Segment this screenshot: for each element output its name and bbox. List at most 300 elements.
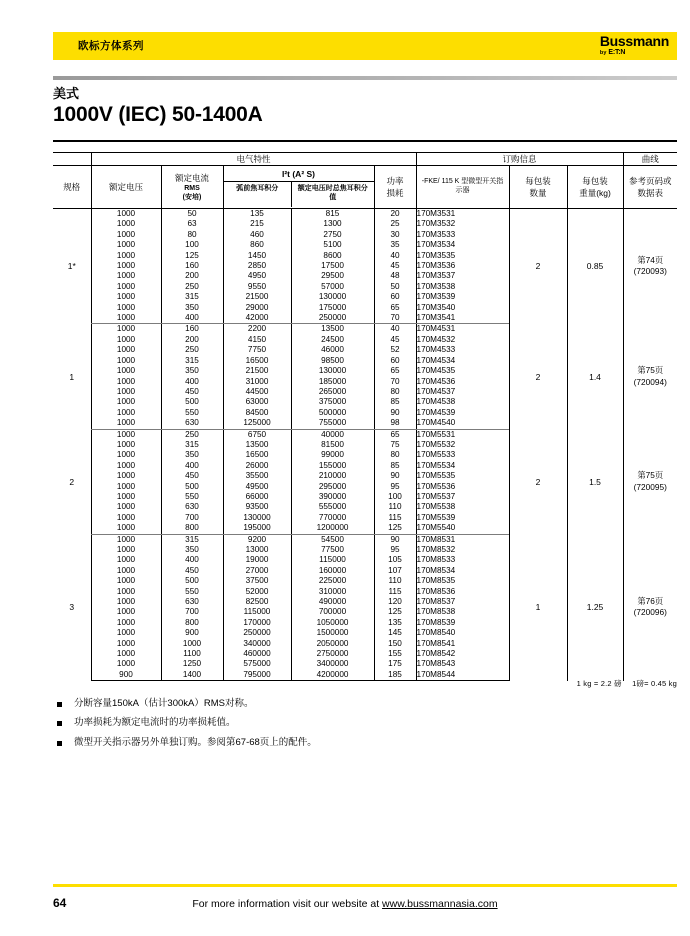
header-divider [53,76,677,80]
table-row [53,534,677,545]
cell-part-number: 170M5538 [416,502,509,512]
rated-current-unit: (安培) [182,194,202,201]
footnote-item [57,737,657,749]
cell-i2t-pre-arc: 575000 [223,659,291,669]
cell-power-loss: 90 [374,408,416,418]
curve-code: (720093) [633,266,667,277]
header-electrical-characteristics: 电气特性 [91,153,416,166]
cell-rated-current: 630 [161,597,223,607]
cell-rated-voltage: 1000 [91,440,161,450]
cell-rated-current: 350 [161,450,223,460]
cell-rated-voltage: 1000 [91,429,161,440]
cell-power-loss: 35 [374,240,416,250]
cell-rated-current: 900 [161,628,223,638]
cell-power-loss: 70 [374,377,416,387]
square-bullet-icon [57,741,62,746]
footer-divider [53,884,677,887]
cell-i2t-total: 81500 [291,440,374,450]
col-header-i2t-group [223,166,374,209]
cell-rated-voltage: 1000 [91,597,161,607]
cell-rated-current: 160 [161,324,223,335]
cell-part-number: 170M4539 [416,408,509,418]
header-curves: 曲线 [623,153,677,166]
cell-rated-current: 350 [161,366,223,376]
cell-part-number: 170M8541 [416,639,509,649]
cell-i2t-total: 265000 [291,387,374,397]
cell-rated-current: 550 [161,408,223,418]
header-ordering-information: 订购信息 [416,153,623,166]
cell-i2t-pre-arc: 19000 [223,555,291,565]
cell-pack-quantity: 2 [509,429,567,534]
cell-size-group: 1 [69,371,75,382]
cell-i2t-total: 185000 [291,377,374,387]
cell-pack-weight: 1.25 [567,534,623,681]
cell-i2t-pre-arc: 35500 [223,471,291,481]
cell-rated-voltage: 1000 [91,555,161,565]
cell-i2t-total: 54500 [291,534,374,545]
cell-rated-voltage: 1000 [91,587,161,597]
cell-rated-current: 1250 [161,659,223,669]
cell-rated-current: 315 [161,440,223,450]
cell-power-loss: 185 [374,670,416,681]
cell-pack-quantity: 1 [509,534,567,681]
pack-qty-line1: 每包装 [525,176,551,186]
cell-rated-voltage: 1000 [91,523,161,534]
cell-rated-current: 630 [161,502,223,512]
cell-rated-current: 400 [161,377,223,387]
cell-i2t-total: 155000 [291,461,374,471]
cell-i2t-pre-arc: 13000 [223,545,291,555]
cell-i2t-total: 1300 [291,219,374,229]
cell-rated-voltage: 1000 [91,639,161,649]
cell-i2t-pre-arc: 460000 [223,649,291,659]
cell-power-loss: 98 [374,418,416,429]
cell-rated-current: 500 [161,397,223,407]
cell-part-number: 170M4534 [416,356,509,366]
cell-rated-voltage: 1000 [91,492,161,502]
table-row [53,324,677,335]
cell-i2t-pre-arc: 9200 [223,534,291,545]
cell-power-loss: 50 [374,282,416,292]
cell-i2t-total: 755000 [291,418,374,429]
kg-to-lb: 1 kg = 2.2 磅 [576,679,622,688]
cell-power-loss: 155 [374,649,416,659]
cell-i2t-total: 770000 [291,513,374,523]
cell-i2t-pre-arc: 52000 [223,587,291,597]
cell-power-loss: 52 [374,345,416,355]
cell-power-loss: 60 [374,356,416,366]
cell-power-loss: 107 [374,566,416,576]
cell-power-loss: 70 [374,313,416,324]
cell-rated-voltage: 1000 [91,418,161,429]
cell-i2t-total: 490000 [291,597,374,607]
cell-power-loss: 100 [374,492,416,502]
cell-rated-voltage: 1000 [91,271,161,281]
cell-i2t-total: 8600 [291,251,374,261]
cell-power-loss: 20 [374,209,416,220]
cell-i2t-pre-arc: 27000 [223,566,291,576]
col-header-curve-reference [623,166,677,209]
cell-power-loss: 30 [374,230,416,240]
cell-power-loss: 45 [374,261,416,271]
cell-power-loss: 45 [374,335,416,345]
cell-i2t-pre-arc: 195000 [223,523,291,534]
cell-i2t-total: 375000 [291,397,374,407]
cell-rated-voltage: 1000 [91,313,161,324]
cell-part-number: 170M3533 [416,230,509,240]
curve-page: 第75页 [637,470,664,481]
cell-i2t-pre-arc: 29000 [223,303,291,313]
cell-rated-current: 400 [161,313,223,324]
cell-rated-current: 700 [161,607,223,617]
cell-part-number: 170M4540 [416,418,509,429]
cell-rated-current: 315 [161,292,223,302]
page-title-block [53,86,677,127]
curve-page: 第75页 [637,365,664,376]
cell-part-number: 170M4535 [416,366,509,376]
curve-code: (720095) [633,481,667,492]
cell-rated-voltage: 1000 [91,209,161,220]
cell-rated-voltage: 1000 [91,502,161,512]
cell-i2t-total: 1050000 [291,618,374,628]
logo-wordmark: Bussmann [599,33,669,49]
cell-part-number: 170M5536 [416,482,509,492]
cell-i2t-total: 5100 [291,240,374,250]
cell-i2t-total: 3400000 [291,659,374,669]
cell-rated-voltage: 1000 [91,649,161,659]
cell-i2t-pre-arc: 37500 [223,576,291,586]
series-label: 欧标方体系列 [78,40,144,52]
cell-i2t-total: 500000 [291,408,374,418]
cell-i2t-pre-arc: 340000 [223,639,291,649]
cell-i2t-pre-arc: 6750 [223,429,291,440]
title-underline [53,140,677,142]
cell-part-number: 170M4538 [416,397,509,407]
col-header-size: 规格 [53,166,91,209]
cell-i2t-pre-arc: 115000 [223,607,291,617]
cell-rated-voltage: 1000 [91,356,161,366]
cell-i2t-total: 555000 [291,502,374,512]
cell-part-number: 170M8535 [416,576,509,586]
cell-rated-current: 450 [161,566,223,576]
cell-part-number: 170M4536 [416,377,509,387]
cell-part-number: 170M8543 [416,659,509,669]
cell-rated-current: 350 [161,303,223,313]
weight-conversion-note [569,678,677,689]
cell-i2t-pre-arc: 63000 [223,397,291,407]
cell-i2t-pre-arc: 82500 [223,597,291,607]
curve-code: (720096) [633,607,667,618]
cell-part-number: 170M3540 [416,303,509,313]
pack-qty-line2: 数量 [529,188,547,198]
cell-rated-voltage: 1000 [91,576,161,586]
eaton-mark: E:T:N [608,49,626,56]
cell-rated-current: 80 [161,230,223,240]
cell-rated-voltage: 1000 [91,366,161,376]
logo-byline [600,49,669,57]
cell-i2t-total: 250000 [291,313,374,324]
page-header-band [53,32,677,60]
cell-power-loss: 95 [374,545,416,555]
pack-weight-line1: 每包装 [582,176,608,186]
curve-ref-line1: 参考页码或 [629,176,672,186]
cell-pack-weight: 1.4 [567,324,623,429]
cell-rated-current: 250 [161,345,223,355]
cell-i2t-pre-arc: 860 [223,240,291,250]
cell-part-number: 170M8534 [416,566,509,576]
cell-part-number: 170M3541 [416,313,509,324]
col-header-pack-quantity [509,166,567,209]
cell-power-loss: 25 [374,219,416,229]
cell-part-number: 170M3535 [416,251,509,261]
footnote-item [57,698,657,710]
cell-i2t-total: 4200000 [291,670,374,681]
cell-part-number: 170M3539 [416,292,509,302]
cell-i2t-total: 24500 [291,335,374,345]
cell-power-loss: 60 [374,292,416,302]
cell-i2t-total: 1200000 [291,523,374,534]
cell-power-loss: 125 [374,523,416,534]
cell-i2t-pre-arc: 2200 [223,324,291,335]
cell-power-loss: 110 [374,576,416,586]
table-head [53,153,677,209]
cell-power-loss: 135 [374,618,416,628]
cell-part-number: 170M8544 [416,670,509,681]
page-number: 64 [53,896,67,910]
cell-i2t-total: 57000 [291,282,374,292]
cell-part-number: 170M4531 [416,324,509,335]
cell-i2t-pre-arc: 49500 [223,482,291,492]
cell-rated-voltage: 1000 [91,659,161,669]
cell-i2t-pre-arc: 93500 [223,502,291,512]
cell-power-loss: 40 [374,251,416,261]
cell-i2t-pre-arc: 4150 [223,335,291,345]
cell-size-group: 2 [69,476,75,487]
cell-power-loss: 95 [374,482,416,492]
cell-power-loss: 110 [374,502,416,512]
col-header-microswitch-indicator: -FKE/ 115 K 型微型开关指示器 [416,166,509,209]
cell-power-loss: 80 [374,387,416,397]
cell-i2t-total: 40000 [291,429,374,440]
cell-i2t-pre-arc: 795000 [223,670,291,681]
cell-rated-current: 700 [161,513,223,523]
cell-part-number: 170M8540 [416,628,509,638]
cell-rated-voltage: 1000 [91,534,161,545]
cell-rated-current: 550 [161,492,223,502]
website-link[interactable]: www.bussmannasia.com [382,898,498,910]
cell-power-loss: 80 [374,450,416,460]
curve-page: 第76页 [637,596,664,607]
cell-rated-current: 100 [161,240,223,250]
cell-i2t-total: 2050000 [291,639,374,649]
cell-part-number: 170M3532 [416,219,509,229]
table-body [53,209,677,681]
cell-part-number: 170M8531 [416,534,509,545]
cell-rated-voltage: 900 [91,670,161,681]
cell-power-loss: 115 [374,587,416,597]
spacer-cell [53,153,91,166]
cell-rated-voltage: 1000 [91,303,161,313]
cell-i2t-pre-arc: 2850 [223,261,291,271]
cell-power-loss: 65 [374,366,416,376]
rated-current-rms: RMS [184,184,200,192]
cell-rated-voltage: 1000 [91,513,161,523]
cell-rated-voltage: 1000 [91,240,161,250]
cell-power-loss: 48 [374,271,416,281]
cell-rated-voltage: 1000 [91,230,161,240]
cell-pack-weight: 1.5 [567,429,623,534]
cell-i2t-pre-arc: 215 [223,219,291,229]
table-row [53,429,677,440]
cell-i2t-pre-arc: 170000 [223,618,291,628]
cell-rated-current: 1100 [161,649,223,659]
cell-rated-current: 630 [161,418,223,429]
cell-i2t-total: 2750000 [291,649,374,659]
cell-rated-voltage: 1000 [91,408,161,418]
pack-weight-line2: 重量(kg) [579,188,611,198]
footnote-text: 微型开关指示器另外单独订购。参阅第67-68页上的配件。 [74,736,317,748]
cell-i2t-total: 210000 [291,471,374,481]
cell-rated-current: 400 [161,555,223,565]
cell-rated-voltage: 1000 [91,471,161,481]
curve-code: (720094) [633,376,667,387]
cell-i2t-pre-arc: 42000 [223,313,291,324]
cell-rated-voltage: 1000 [91,461,161,471]
cell-rated-current: 450 [161,387,223,397]
cell-rated-voltage: 1000 [91,345,161,355]
cell-part-number: 170M8537 [416,597,509,607]
cell-rated-voltage: 1000 [91,397,161,407]
cell-power-loss: 65 [374,429,416,440]
cell-rated-voltage: 1000 [91,335,161,345]
cell-power-loss: 115 [374,513,416,523]
cell-i2t-pre-arc: 21500 [223,292,291,302]
cell-i2t-total: 310000 [291,587,374,597]
cell-i2t-total: 130000 [291,366,374,376]
cell-rated-current: 1000 [161,639,223,649]
cell-part-number: 170M8532 [416,545,509,555]
cell-rated-voltage: 1000 [91,566,161,576]
cell-rated-current: 250 [161,429,223,440]
cell-i2t-pre-arc: 84500 [223,408,291,418]
cell-pack-quantity: 2 [509,324,567,429]
cell-i2t-total: 175000 [291,303,374,313]
footnotes-list [57,698,657,756]
cell-rated-voltage: 1000 [91,607,161,617]
rated-current-main: 额定电流 [174,172,209,183]
cell-part-number: 170M5531 [416,429,509,440]
cell-i2t-pre-arc: 1450 [223,251,291,261]
col-header-i2t-pre-arc: 弧前焦耳积分 [236,185,279,193]
cell-part-number: 170M8533 [416,555,509,565]
cell-i2t-pre-arc: 7750 [223,345,291,355]
cell-i2t-pre-arc: 13500 [223,440,291,450]
cell-part-number: 170M5534 [416,461,509,471]
cell-rated-current: 800 [161,618,223,628]
cell-i2t-pre-arc: 31000 [223,377,291,387]
footnote-text: 功率损耗为额定电流时的功率损耗值。 [74,717,236,729]
cell-rated-current: 160 [161,261,223,271]
cell-pack-weight: 0.85 [567,209,623,324]
col-header-i2t: I²t (A² S) [224,167,374,182]
cell-power-loss: 145 [374,628,416,638]
cell-rated-voltage: 1000 [91,251,161,261]
col-header-rated-current [161,166,223,209]
cell-i2t-total: 46000 [291,345,374,355]
cell-rated-current: 400 [161,461,223,471]
cell-part-number: 170M8536 [416,587,509,597]
cell-i2t-total: 99000 [291,450,374,460]
cell-i2t-pre-arc: 4950 [223,271,291,281]
curve-ref-line2: 数据表 [637,188,664,198]
cell-part-number: 170M4537 [416,387,509,397]
cell-i2t-total: 115000 [291,555,374,565]
cell-rated-current: 800 [161,523,223,534]
cell-curve-reference [623,429,677,534]
cell-rated-voltage: 1000 [91,387,161,397]
cell-rated-voltage: 1000 [91,292,161,302]
cell-i2t-pre-arc: 250000 [223,628,291,638]
cell-part-number: 170M5540 [416,523,509,534]
cell-pack-quantity: 2 [509,209,567,324]
cell-rated-voltage: 1000 [91,450,161,460]
col-header-i2t-total: 额定电压时总焦耳积分值 [291,182,373,207]
cell-rated-current: 63 [161,219,223,229]
cell-i2t-total: 2750 [291,230,374,240]
cell-i2t-pre-arc: 16500 [223,356,291,366]
cell-power-loss: 105 [374,555,416,565]
cell-power-loss: 125 [374,607,416,617]
cell-i2t-total: 225000 [291,576,374,586]
cell-part-number: 170M3531 [416,209,509,220]
table-column-header-row [53,166,677,209]
cell-rated-current: 125 [161,251,223,261]
cell-part-number: 170M8538 [416,607,509,617]
power-loss-line1: 功率 [386,176,404,186]
page-subtitle: 美式 [53,86,80,101]
cell-i2t-total: 390000 [291,492,374,502]
cell-power-loss: 120 [374,597,416,607]
cell-power-loss: 150 [374,639,416,649]
cell-part-number: 170M5537 [416,492,509,502]
cell-power-loss: 75 [374,440,416,450]
square-bullet-icon [57,702,62,707]
cell-i2t-pre-arc: 9550 [223,282,291,292]
cell-rated-current: 450 [161,471,223,481]
cell-rated-current: 350 [161,545,223,555]
cell-rated-current: 200 [161,271,223,281]
cell-rated-current: 550 [161,587,223,597]
cell-i2t-total: 295000 [291,482,374,492]
cell-part-number: 170M5539 [416,513,509,523]
cell-curve-reference [623,534,677,681]
page-title: 1000V (IEC) 50-1400A [53,102,263,126]
cell-power-loss: 90 [374,471,416,481]
cell-power-loss: 90 [374,534,416,545]
footer-prefix: For more information visit our website at [192,898,383,910]
cell-rated-current: 315 [161,356,223,366]
cell-part-number: 170M3537 [416,271,509,281]
cell-part-number: 170M8539 [416,618,509,628]
cell-rated-voltage: 1000 [91,219,161,229]
cell-rated-voltage: 1000 [91,482,161,492]
cell-power-loss: 40 [374,324,416,335]
cell-rated-voltage: 1000 [91,628,161,638]
cell-rated-current: 200 [161,335,223,345]
specification-table-container [53,152,677,681]
cell-i2t-total: 700000 [291,607,374,617]
cell-rated-voltage: 1000 [91,261,161,271]
